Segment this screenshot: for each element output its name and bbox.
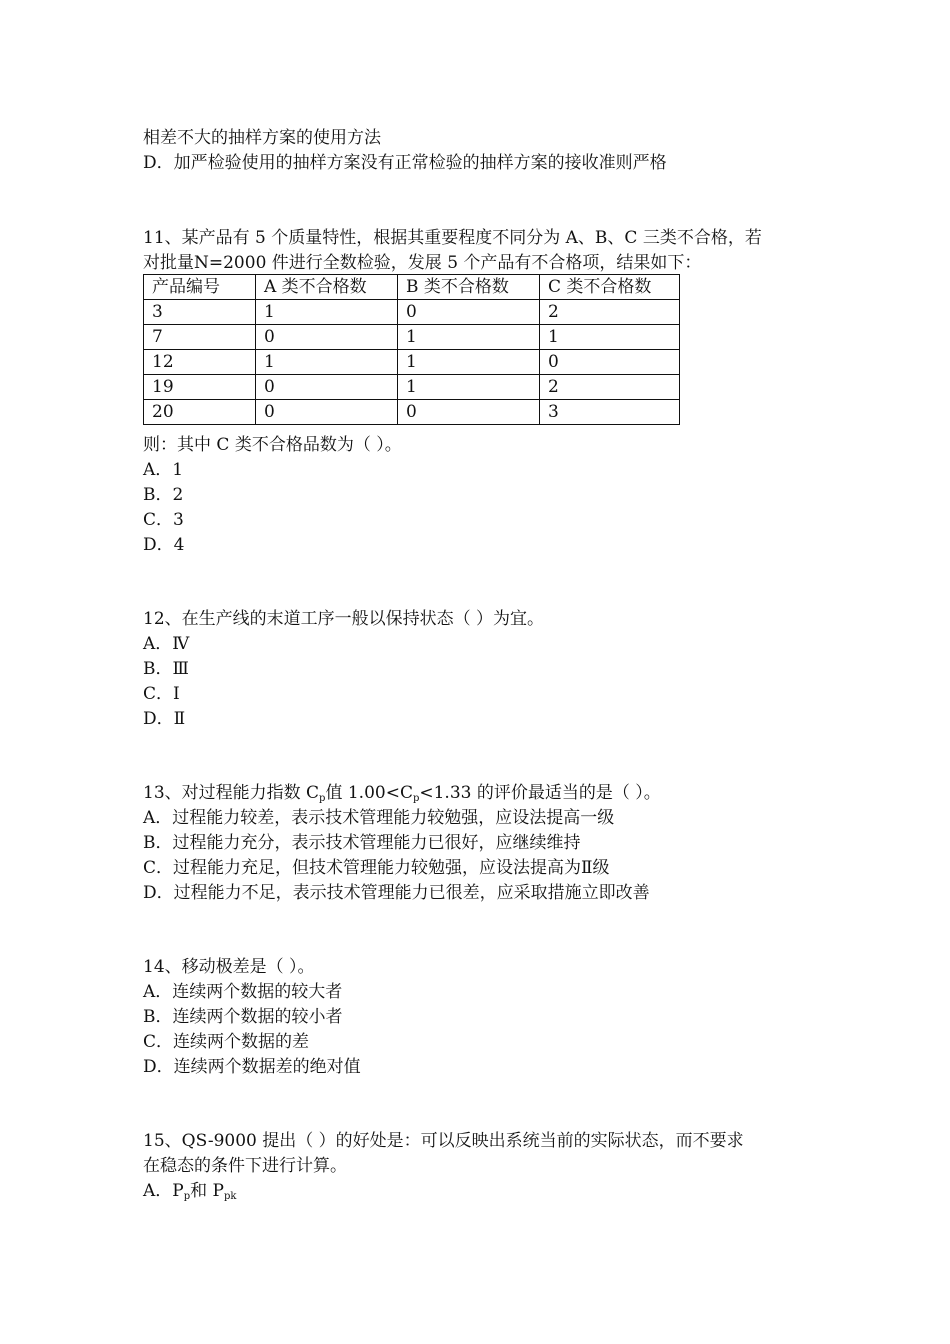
table-cell: 3 — [540, 400, 680, 425]
subscript-p: p — [319, 793, 326, 804]
table-cell: 1 — [398, 350, 540, 375]
table-cell: 7 — [144, 325, 256, 350]
q15-stem-line2: 在稳态的条件下进行计算。 — [143, 1156, 347, 1176]
q14-option-b: B．连续两个数据的较小者 — [143, 1007, 343, 1027]
q14-option-a: A．连续两个数据的较大者 — [143, 982, 343, 1002]
table-cell: 0 — [540, 350, 680, 375]
table-cell: 1 — [540, 325, 680, 350]
table-cell: 0 — [398, 300, 540, 325]
q11-stem-line2: 对批量N=2000 件进行全数检验，发展 5 个产品有不合格项，结果如下： — [143, 253, 702, 273]
q13-option-c: C．过程能力充足，但技术管理能力较勉强，应设法提高为Ⅱ级 — [143, 858, 610, 878]
table-cell: 0 — [256, 375, 398, 400]
q11-option-a: A．1 — [143, 460, 184, 480]
q11-option-d: D．4 — [143, 535, 185, 555]
table-row — [144, 325, 680, 350]
table-header-cell: C 类不合格数 — [540, 275, 680, 300]
q11-question-line: 则：其中 C 类不合格品数为（ ）。 — [143, 435, 402, 455]
q15-option-a — [143, 1179, 236, 1203]
table-cell: 1 — [398, 375, 540, 400]
table-cell: 0 — [256, 325, 398, 350]
q13-option-b: B．过程能力充分，表示技术管理能力已很好，应继续维持 — [143, 833, 581, 853]
q12-option-b: B．Ⅲ — [143, 659, 189, 679]
q15-option-a-mid: 和 P — [190, 1181, 224, 1201]
table-cell: 1 — [256, 350, 398, 375]
prev-question-option-d: D．加严检验使用的抽样方案没有正常检验的抽样方案的接收准则严格 — [143, 153, 667, 173]
q11-option-b: B．2 — [143, 485, 184, 505]
q12-option-a: A．Ⅳ — [143, 634, 190, 654]
q11-option-c: C．3 — [143, 510, 184, 530]
table-header-cell: B 类不合格数 — [398, 275, 540, 300]
q14-option-c: C．连续两个数据的差 — [143, 1032, 310, 1052]
table-cell: 20 — [144, 400, 256, 425]
q13-stem-prefix: 13、对过程能力指数 C — [143, 783, 320, 803]
table-cell: 0 — [398, 400, 540, 425]
q13-option-a: A．过程能力较差，表示技术管理能力较勉强，应设法提高一级 — [143, 808, 615, 828]
q13-stem-suffix: <1.33 的评价最适当的是（ ）。 — [419, 783, 661, 803]
q11-stem-line1: 11、某产品有 5 个质量特性，根据其重要程度不同分为 A、B、C 三类不合格，若 — [143, 228, 762, 248]
q12-option-d: D．Ⅱ — [143, 709, 186, 729]
table-cell: 12 — [144, 350, 256, 375]
table-cell: 1 — [398, 325, 540, 350]
table-header-cell: 产品编号 — [144, 275, 256, 300]
prev-question-fragment: 相差不大的抽样方案的使用方法 — [143, 128, 381, 148]
table-header-row — [144, 275, 680, 300]
q15-stem-line1: 15、QS-9000 提出（ ）的好处是：可以反映出系统当前的实际状态，而不要求 — [143, 1131, 744, 1151]
table-cell: 0 — [256, 400, 398, 425]
table-header-cell: A 类不合格数 — [256, 275, 398, 300]
q13-stem-mid: 值 1.00<C — [325, 783, 413, 803]
q11-defect-table — [143, 274, 680, 425]
subscript-p: p — [183, 1191, 191, 1202]
table-cell: 3 — [144, 300, 256, 325]
table-cell: 1 — [256, 300, 398, 325]
subscript-p: p — [412, 793, 420, 804]
table-row — [144, 300, 680, 325]
q12-option-c: C．Ⅰ — [143, 684, 180, 704]
q12-stem: 12、在生产线的末道工序一般以保持状态（ ）为宜。 — [143, 609, 545, 629]
table-row — [144, 400, 680, 425]
q13-option-d: D．过程能力不足，表示技术管理能力已很差，应采取措施立即改善 — [143, 883, 650, 903]
q13-stem — [143, 781, 661, 805]
subscript-pk: pk — [223, 1191, 237, 1202]
table-row — [144, 375, 680, 400]
table-cell: 19 — [144, 375, 256, 400]
table-cell: 2 — [540, 300, 680, 325]
table-cell: 2 — [540, 375, 680, 400]
table-row — [144, 350, 680, 375]
q14-option-d: D．连续两个数据差的绝对值 — [143, 1057, 361, 1077]
q14-stem: 14、移动极差是（ ）。 — [143, 957, 315, 977]
q15-option-a-prefix: A．P — [143, 1181, 184, 1201]
